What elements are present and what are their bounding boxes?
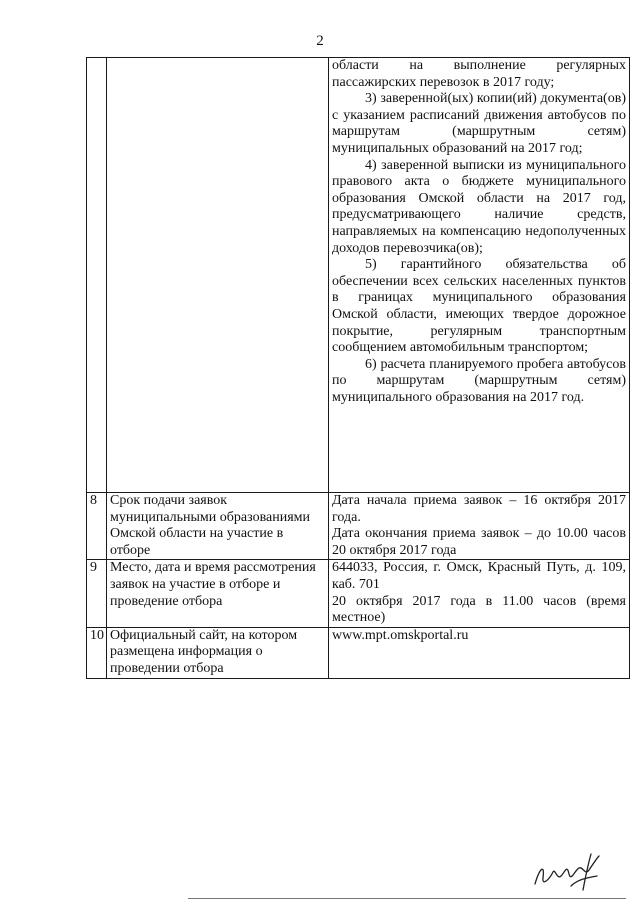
row-number: 9 [87, 560, 107, 627]
row-label-cell [107, 58, 329, 493]
row-number: 8 [87, 493, 107, 560]
row-number-cell [87, 58, 107, 493]
row-label: Место, дата и время рассмотрения заявок на участие в отборе и проведение отбора [107, 560, 329, 627]
review-address: 644033, Россия, г. Омск, Красный Путь, д. 109, каб. 701 [332, 560, 626, 592]
document-item-6: 6) расчета планируемого пробега автобусов по маршрутам (маршрутным сетям) муниципального образования на 2017 год. [332, 356, 626, 405]
application-end-date: Дата окончания приема заявок – до 10.00 часов 20 октября 2017 года [332, 526, 626, 558]
application-start-date: Дата начала приема заявок – 16 октября 2017 года. [332, 493, 626, 525]
documents-list-cell [329, 58, 630, 493]
row-number: 10 [87, 627, 107, 678]
page-number: 2 [316, 33, 324, 49]
official-website: www.mpt.omskportal.ru [332, 627, 469, 643]
document-item-3: 3) заверенной(ых) копии(ий) документа(ов) с указанием расписаний движения автобусов по маршрутам (маршрутным сетям) муниципальных образований на 2017 год; [332, 91, 626, 156]
row-label: Официальный сайт, на котором размещена информация о проведении отбора [107, 627, 329, 678]
table-row-9 [87, 560, 630, 627]
row-label: Срок подачи заявок муниципальными образованиями Омской области на участие в отборе [107, 493, 329, 560]
table-row-10 [87, 627, 630, 678]
row-value [329, 493, 630, 560]
row-value [329, 560, 630, 627]
document-item-5: 5) гарантийного обязательства об обеспечении всех сельских населенных пунктов в границах муниципального образования Омской области, имеющих твердое дорожное покрытие, регулярным транспортным сообщением автомобильным транспортом; [332, 257, 626, 356]
handwritten-signature [527, 850, 607, 894]
document-item-4: 4) заверенной выписки из муниципального правового акта о бюджете муниципального образования Омской области на 2017 год, предусматривающего наличие средств, направляемых на компенсацию недополученных доходов перевозчика(ов); [332, 157, 626, 256]
table-row-continuation [87, 58, 630, 493]
document-item-continued: области на выполнение регулярных пассажирских перевозок в 2017 году; [332, 58, 626, 90]
row-value [329, 627, 630, 678]
review-date-time: 20 октября 2017 года в 11.00 часов (время местное) [332, 593, 626, 626]
selection-info-table [86, 57, 630, 679]
table-row-8 [87, 493, 630, 560]
bottom-rule [188, 898, 626, 899]
